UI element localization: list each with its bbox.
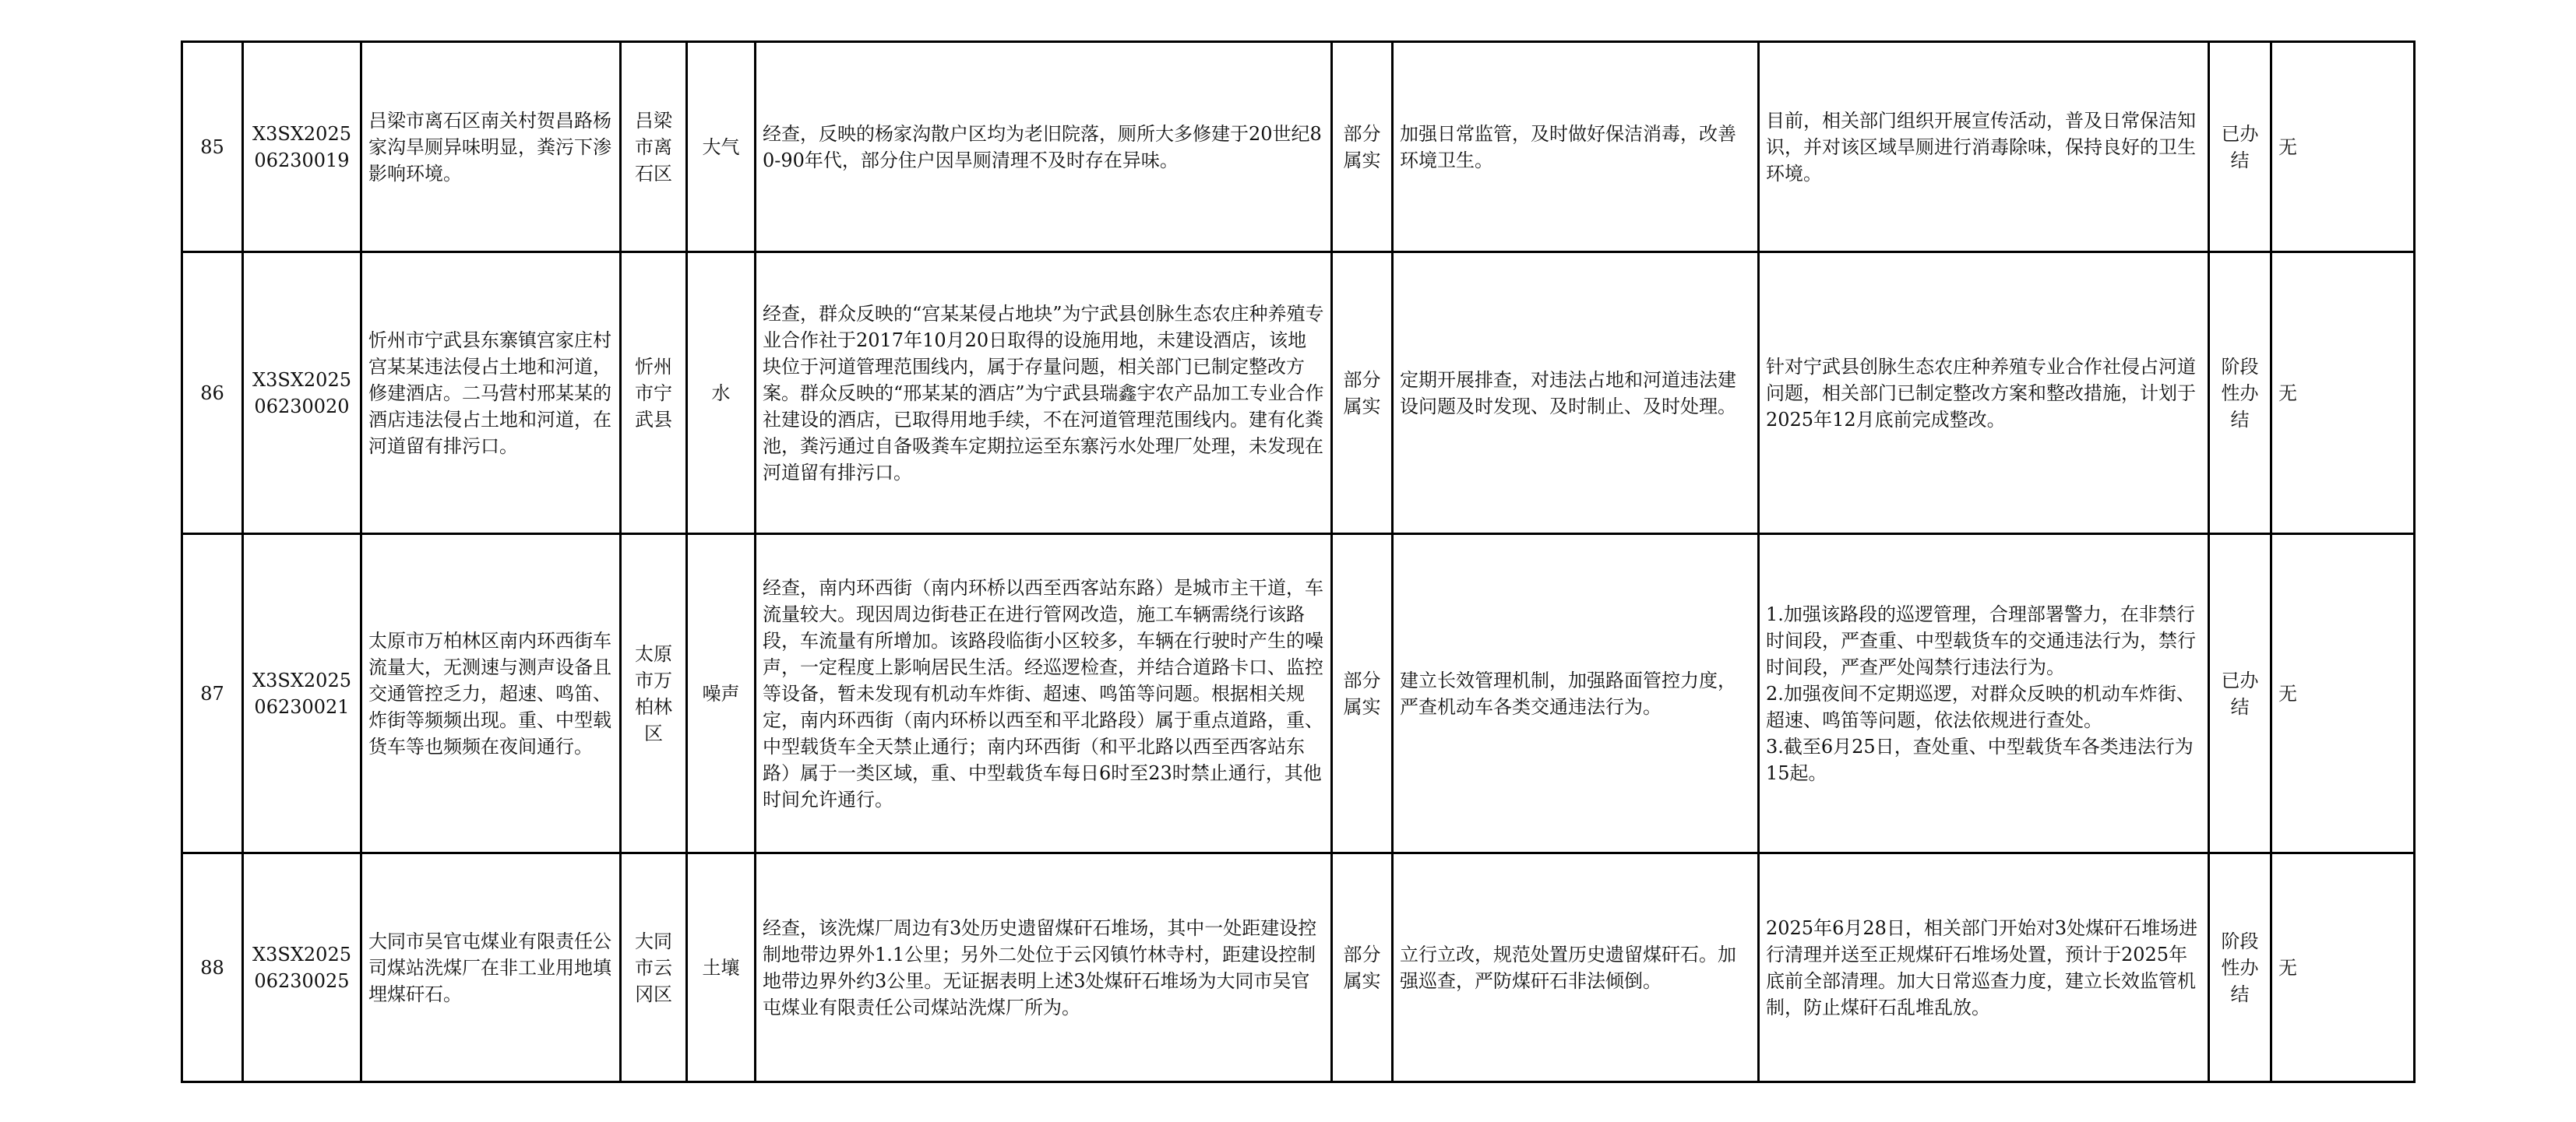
pollution-type: 水	[687, 252, 756, 534]
petition-report-table	[181, 40, 2416, 1083]
row-number: 85	[182, 42, 243, 252]
investigation-finding: 经查，群众反映的“宫某某侵占地块”为宁武县创脉生态农庄种养殖专业合作社于2017年10月20日取得的设施用地，未建设酒店，该地块位于河道管理范围线内，属于存量问题，相关部门已制定整改方案。群众反映的“邢某某的酒店”为宁武县瑞鑫宇农产品加工专业合作社建设的酒店，已取得用地手续，不在河道管理范围线内。建有化粪池，粪污通过自备吸粪车定期拉运至东寨污水处理厂处理，未发现在河道留有排污口。	[756, 252, 1332, 534]
pollution-type: 大气	[687, 42, 756, 252]
region: 忻州市宁武县	[621, 252, 687, 534]
remark: 无	[2271, 252, 2415, 534]
rectification-measures: 建立长效管理机制，加强路面管控力度，严查机动车各类交通违法行为。	[1393, 534, 1759, 853]
rectification-measures: 立行立改，规范处置历史遗留煤矸石。加强巡查，严防煤矸石非法倾倒。	[1393, 853, 1759, 1082]
remark: 无	[2271, 853, 2415, 1082]
verdict: 部分属实	[1332, 42, 1393, 252]
investigation-finding: 经查，该洗煤厂周边有3处历史遗留煤矸石堆场，其中一处距建设控制地带边界外1.1公里；另外二处位于云冈镇竹林寺村，距建设控制地带边界外约3公里。无证据表明上述3处煤矸石堆场为大同市吴官屯煤业有限责任公司煤站洗煤厂所为。	[756, 853, 1332, 1082]
region: 大同市云冈区	[621, 853, 687, 1082]
row-number: 87	[182, 534, 243, 853]
result-line: 3.截至6月25日，查处重、中型载货车各类违法行为15起。	[1766, 735, 2194, 784]
region: 太原市万柏林区	[621, 534, 687, 853]
handling-result	[1759, 252, 2209, 534]
row-number: 86	[182, 252, 243, 534]
result-line: 2025年6月28日，相关部门开始对3处煤矸石堆场进行清理并送至正规煤矸石堆场处置，预计于2025年底前全部清理。加大日常巡查力度，建立长效监管机制，防止煤矸石乱堆乱放。	[1766, 916, 2198, 1018]
complaint-content: 吕梁市离石区南关村贺昌路杨家沟旱厕异味明显，粪污下渗影响环境。	[361, 42, 621, 252]
row-number: 88	[182, 853, 243, 1082]
case-code: X3SX202506230021	[243, 534, 361, 853]
pollution-type: 噪声	[687, 534, 756, 853]
case-code: X3SX202506230019	[243, 42, 361, 252]
investigation-finding: 经查，反映的杨家沟散户区均为老旧院落，厕所大多修建于20世纪80-90年代，部分住户因旱厕清理不及时存在异味。	[756, 42, 1332, 252]
remark: 无	[2271, 42, 2415, 252]
case-code: X3SX202506230020	[243, 252, 361, 534]
complaint-content: 忻州市宁武县东寨镇宫家庄村宫某某违法侵占土地和河道，修建酒店。二马营村邢某某的酒店违法侵占土地和河道，在河道留有排污口。	[361, 252, 621, 534]
table-body	[182, 42, 2415, 1082]
result-line: 2.加强夜间不定期巡逻，对群众反映的机动车炸街、超速、鸣笛等问题，依法依规进行查处。	[1766, 682, 2195, 731]
table-row	[182, 534, 2415, 853]
case-status: 已办结	[2209, 534, 2271, 853]
complaint-content: 太原市万柏林区南内环西街车流量大，无测速与测声设备且交通管控乏力，超速、鸣笛、炸街等频频出现。重、中型载货车等也频频在夜间通行。	[361, 534, 621, 853]
result-line: 1.加强该路段的巡逻管理，合理部署警力，在非禁行时间段，严查重、中型载货车的交通违法行为，禁行时间段，严查严处闯禁行违法行为。	[1766, 603, 2196, 678]
table-row	[182, 252, 2415, 534]
handling-result	[1759, 534, 2209, 853]
region: 吕梁市离石区	[621, 42, 687, 252]
verdict: 部分属实	[1332, 534, 1393, 853]
table-row	[182, 853, 2415, 1082]
handling-result	[1759, 853, 2209, 1082]
case-status: 已办结	[2209, 42, 2271, 252]
result-line: 针对宁武县创脉生态农庄种养殖专业合作社侵占河道问题，相关部门已制定整改方案和整改措施，计划于2025年12月底前完成整改。	[1766, 355, 2196, 431]
rectification-measures: 加强日常监管，及时做好保洁消毒，改善环境卫生。	[1393, 42, 1759, 252]
complaint-content: 大同市吴官屯煤业有限责任公司煤站洗煤厂在非工业用地填埋煤矸石。	[361, 853, 621, 1082]
case-code: X3SX202506230025	[243, 853, 361, 1082]
table-row	[182, 42, 2415, 252]
verdict: 部分属实	[1332, 252, 1393, 534]
pollution-type: 土壤	[687, 853, 756, 1082]
verdict: 部分属实	[1332, 853, 1393, 1082]
remark: 无	[2271, 534, 2415, 853]
handling-result	[1759, 42, 2209, 252]
case-status: 阶段性办结	[2209, 853, 2271, 1082]
case-status: 阶段性办结	[2209, 252, 2271, 534]
result-line: 目前，相关部门组织开展宣传活动，普及日常保洁知识，并对该区域旱厕进行消毒除味，保持良好的卫生环境。	[1766, 109, 2196, 185]
investigation-finding: 经查，南内环西街（南内环桥以西至西客站东路）是城市主干道，车流量较大。现因周边街巷正在进行管网改造，施工车辆需绕行该路段，车流量有所增加。该路段临街小区较多，车辆在行驶时产生的噪声，一定程度上影响居民生活。经巡逻检查，并结合道路卡口、监控等设备，暂未发现有机动车炸街、超速、鸣笛等问题。根据相关规定，南内环西街（南内环桥以西至和平北路段）属于重点道路，重、中型载货车全天禁止通行；南内环西街（和平北路以西至西客站东路）属于一类区域，重、中型载货车每日6时至23时禁止通行，其他时间允许通行。	[756, 534, 1332, 853]
rectification-measures: 定期开展排查，对违法占地和河道违法建设问题及时发现、及时制止、及时处理。	[1393, 252, 1759, 534]
